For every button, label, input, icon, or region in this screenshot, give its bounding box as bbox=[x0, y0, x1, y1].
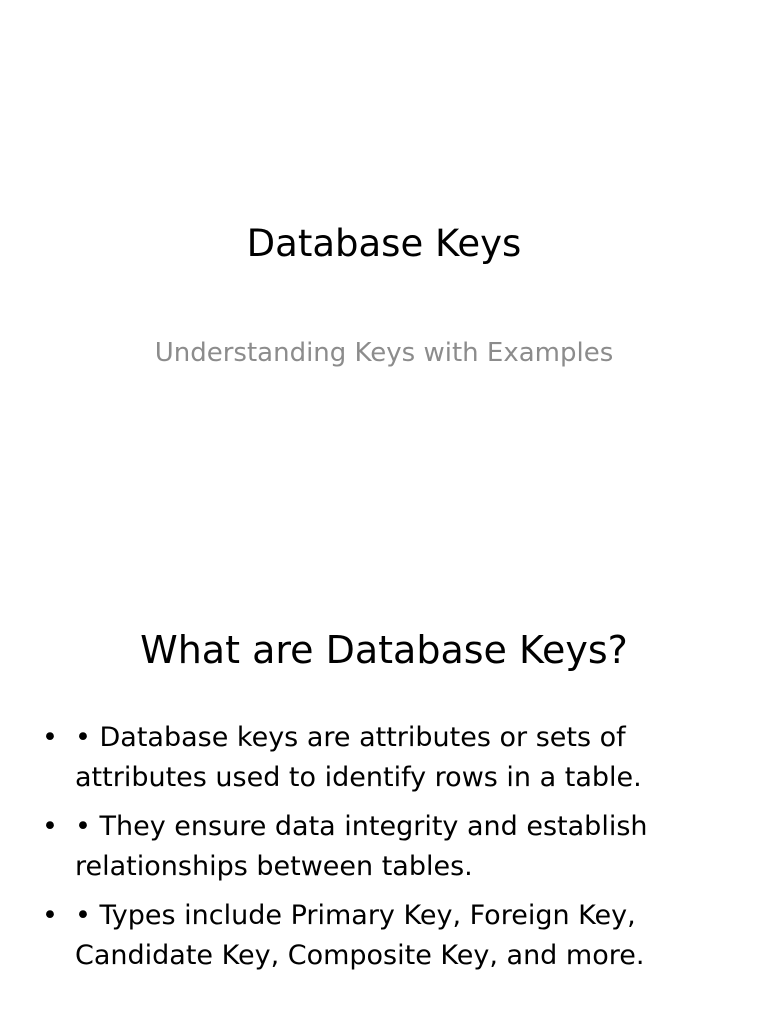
bullet-marker: • bbox=[42, 900, 58, 931]
bullet-list bbox=[38, 718, 738, 985]
bullet-text: • They ensure data integrity and establish relationships between tables. bbox=[75, 811, 648, 882]
content-slide bbox=[0, 576, 768, 1024]
bullet-item bbox=[38, 718, 738, 798]
bullet-marker: • bbox=[42, 722, 58, 753]
bullet-marker: • bbox=[42, 811, 58, 842]
bullet-item bbox=[38, 807, 738, 887]
bullet-item bbox=[38, 896, 738, 976]
slide-subtitle: Understanding Keys with Examples bbox=[154, 338, 614, 368]
bullet-text: • Types include Primary Key, Foreign Key, Candidate Key, Composite Key, and more. bbox=[75, 900, 645, 971]
slide-title: Database Keys bbox=[246, 222, 522, 265]
bullet-text: • Database keys are attributes or sets of attributes used to identify rows in a table. bbox=[75, 722, 642, 793]
slide-title: What are Database Keys? bbox=[140, 628, 628, 672]
